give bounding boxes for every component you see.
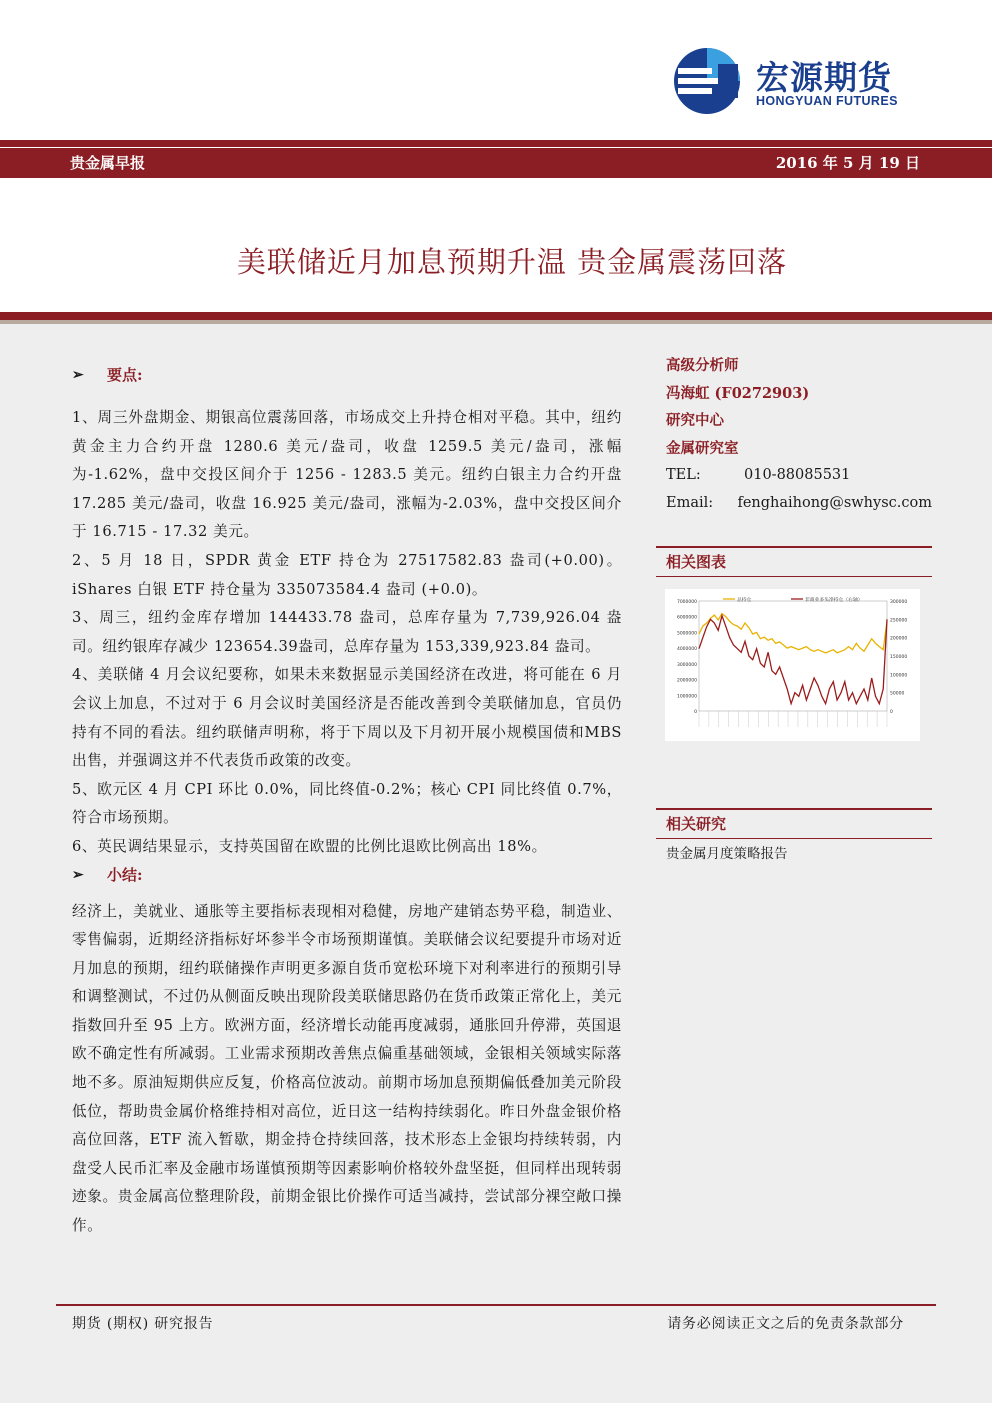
footer-disclaimer-link[interactable]: 请务必阅读正文之后的免责条款部分 [667, 1316, 904, 1332]
email-label: Email: [666, 494, 714, 511]
y-tick-left: 6000000 [676, 615, 697, 621]
point-paragraph: 1、周三外盘期金、期银高位震荡回落，市场成交上升持仓相对平稳。其中，纽约黄金主力合约开盘 1280.6 美元/盎司，收盘 1259.5 美元/盎司，涨幅为-1.62%，盘中交投区间介于 1256 - 1283.5 美元。纽约白银主力合约开盘 17.285 美元/盎司，收盘 16.925 美元/盎司，涨幅为-2.03%，盘中交投区间介于 16.715 - 17.32 美元。 [72, 409, 622, 541]
point-paragraph: 6、英民调结果显示，支持英国留在欧盟的比例比退欧比例高出 18%。 [72, 837, 547, 855]
logo-en-text: HONGYUAN FUTURES [756, 94, 898, 108]
y-tick-left: 2000000 [676, 678, 697, 684]
y-tick-right: 0 [890, 710, 893, 715]
positions-chart [665, 589, 920, 741]
chart-section-label: 相关图表 [666, 553, 727, 571]
tel-value: 010-88085531 [744, 467, 851, 483]
header-bar [0, 148, 992, 178]
point-paragraph: 2、5 月 18 日，SPDR 黄金 ETF 持仓为 27517582.83 盎司(+0.00)。iShares 白银 ETF 持仓量为 335073584.4 盎司 (+0.0)。 [72, 551, 622, 598]
series-line-0 [699, 614, 887, 653]
legend-label: 非商业多头净持仓（右轴） [805, 598, 863, 603]
email-value[interactable]: fenghaihong@swhysc.com [737, 494, 932, 511]
related-section-header [656, 808, 932, 839]
analyst-info [666, 352, 932, 517]
summary-paragraph: 经济上，美就业、通胀等主要指标表现相对稳健，房地产建销态势平稳，制造业、零售偏弱，近期经济指标好坏参半令市场预期谨慎。美联储会议纪要提升市场对近月加息的预期，纽约联储操作声明更多源自货币宽松环境下对利率进行的预期引导和调整测试，不过仍从侧面反映出现阶段美联储思路仍在货币政策正常化上，美元指数回升至 95 上方。欧洲方面，经济增长动能再度减弱，通胀回升停滞，英国退欧不确定性有所减弱。工业需求预期改善焦点偏重基础领域，金银相关领域实际落地不多。原油短期供应反复，价格高位波动。前期市场加息预期偏低叠加美元阶段低位，帮助贵金属价格维持相对高位，近日这一结构持续弱化。昨日外盘金银价格高位回落，ETF 流入暂歇，期金持仓持续回落，技术形态上金银均持续转弱，内盘受人民币汇率及金融市场谨慎预期等因素影响价格较外盘坚挺，但同样出现转弱迹象。贵金属高位整理阶段，前期金银比价操作可适当减持，尝试部分裸空敞口操作。 [72, 902, 622, 1235]
series-line-1 [699, 616, 887, 704]
report-type: 贵金属早报 [70, 154, 146, 172]
summary-heading: ➢ 小结: [72, 865, 143, 884]
section-bottom-rule [656, 838, 932, 839]
analyst-role: 高级分析师 [666, 357, 739, 374]
y-tick-left: 1000000 [676, 694, 697, 700]
chart-svg [665, 589, 920, 741]
page-title: 美联储近月加息预期升温 贵金属震荡回落 [236, 245, 788, 279]
y-tick-right: 250000 [890, 618, 908, 624]
points-heading: ➢ 要点: [72, 366, 143, 384]
arrow-bullet-icon: ➢ [72, 866, 84, 883]
legend-label: 总持仓 [737, 598, 752, 603]
header-top-stripe [0, 140, 992, 147]
tel-label: TEL: [666, 467, 701, 483]
analyst-tel-row [666, 462, 932, 490]
point-paragraph: 5、欧元区 4 月 CPI 环比 0.0%，同比终值-0.2%；核心 CPI 同比终值 0.7%，符合市场预期。 [72, 780, 622, 827]
y-tick-left: 4000000 [676, 647, 697, 653]
company-logo [672, 46, 922, 116]
related-report-link[interactable]: 贵金属月度策略报告 [666, 846, 788, 862]
analyst-dept: 研究中心 [666, 412, 724, 429]
analyst-team: 金属研究室 [666, 439, 739, 457]
analyst-name: 冯海虹 (F0272903) [666, 384, 810, 402]
chart-section-header [656, 546, 932, 577]
related-section-label: 相关研究 [666, 815, 727, 833]
y-tick-left: 3000000 [676, 662, 697, 668]
arrow-bullet-icon: ➢ [72, 367, 84, 383]
point-paragraph: 4、美联储 4 月会议纪要称，如果未来数据显示美国经济在改进，将可能在 6 月会议上加息，不过对于 6 月会议时美国经济是否能改善到令美联储加息，官员仍持有不同的看法。纽约联储声明称，将于下周以及下月初开展小规模国债和MBS 出售，并强调这并不代表货币政策的改变。 [72, 666, 622, 770]
analyst-email-row [666, 490, 932, 518]
y-tick-right: 150000 [890, 655, 908, 660]
footer-rule [56, 1304, 936, 1306]
title-divider [0, 312, 992, 320]
hongyuan-logo-icon [672, 46, 748, 116]
report-date: 2016 年 5 月 19 日 [775, 154, 920, 172]
y-tick-right: 100000 [890, 673, 908, 679]
y-tick-right: 300000 [890, 600, 908, 605]
y-tick-left: 0 [694, 710, 697, 715]
point-paragraph: 3、周三，纽约金库存增加 144433.78 盎司，总库存量为 7,739,926.04 盎司。纽约银库存减少 123654.39盎司，总库存量为 153,339,923.84 盎司。 [72, 609, 622, 655]
logo-cn-text: 宏源期货 [756, 58, 892, 97]
footer-left-text: 期货 (期权) 研究报告 [72, 1316, 214, 1332]
y-tick-left: 5000000 [676, 631, 697, 637]
y-tick-right: 200000 [890, 636, 908, 642]
section-bottom-rule [656, 576, 932, 577]
y-tick-left: 7000000 [676, 600, 697, 605]
main-content [72, 364, 622, 1241]
y-tick-right: 50000 [890, 691, 905, 697]
